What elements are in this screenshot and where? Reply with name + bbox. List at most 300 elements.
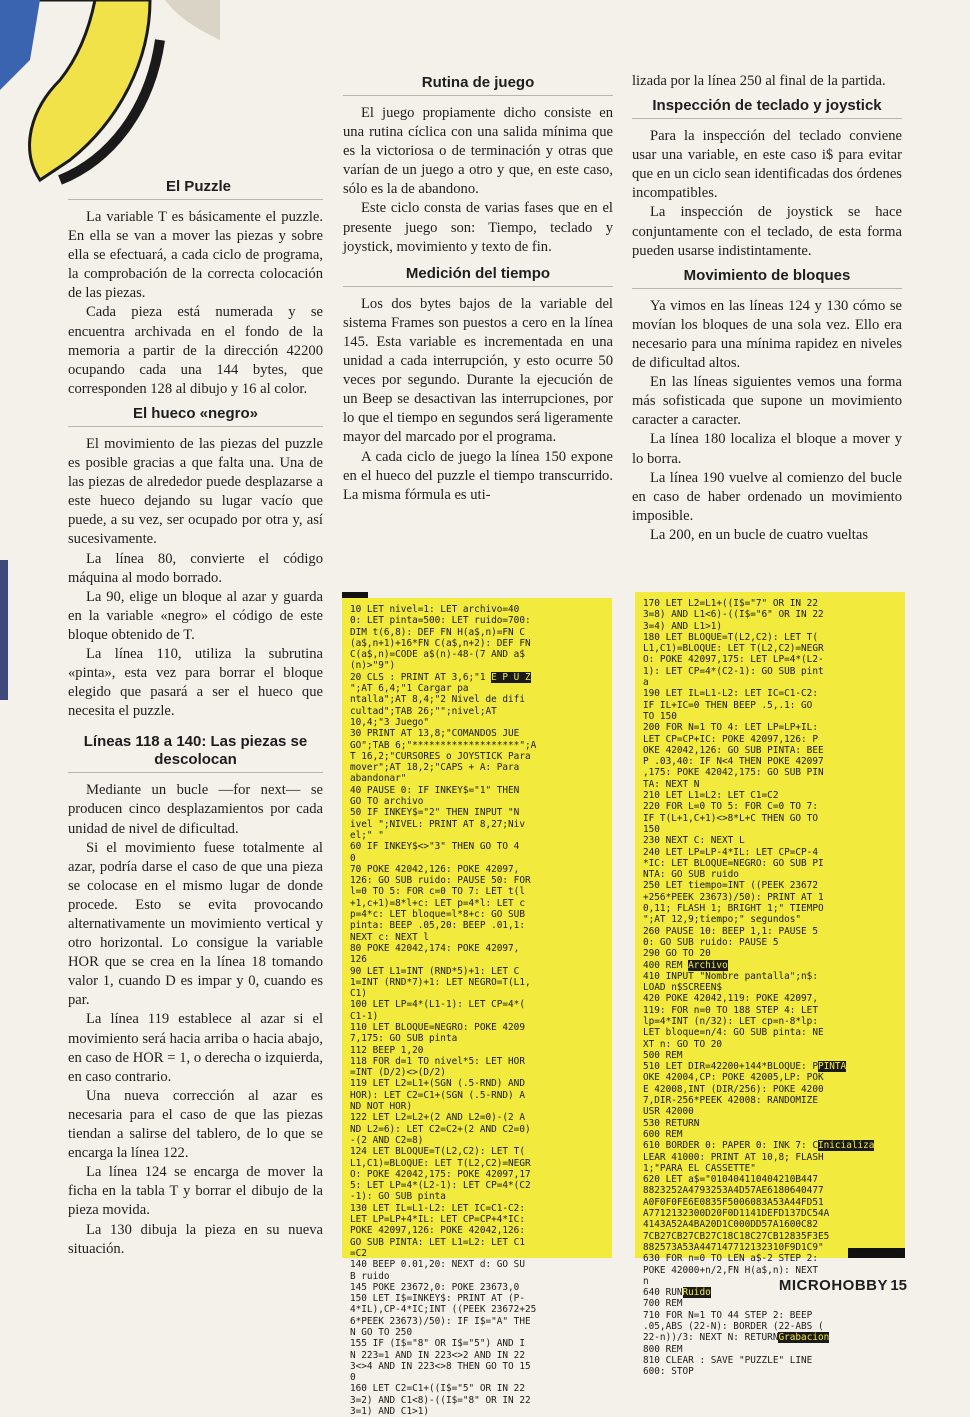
- code-line: [350, 1011, 604, 1022]
- heading-movimiento-de-bloques: Movimiento de bloques: [632, 267, 902, 289]
- code-line-text: 0: [350, 1372, 356, 1384]
- code-line-text: 22-n))/3: NEXT N: RETURN: [643, 1332, 779, 1344]
- code-line-text: 100 LET LP=4*(L1-1): LET CP=4*(: [350, 999, 525, 1011]
- code-line: [643, 1321, 897, 1332]
- code-line-text: 610 BORDER 0: PAPER 0: INK 7: C: [643, 1140, 818, 1152]
- paragraph: Los dos bytes bajos de la variable del sistema Frames son puestos a cero en la línea 145. Esta variable es incrementada en una unidad a cada interrupción, y esto ocurre 50 veces por segundo. Durante la ejecución de un Beep se desactivan las interrupciones, por lo que el tiempo en segundos será ligeramente mayor del marcado por el programa.: [343, 295, 613, 446]
- code-line: [643, 847, 897, 858]
- left-edge-strip: [0, 560, 8, 700]
- code-line-text: GO SUB PINTA: LET L1=L2: LET C1: [350, 1236, 525, 1248]
- inverse-video-label: E P U Z: [491, 671, 531, 683]
- code-line-text: 118 FOR d=1 TO nivel*5: LET HOR: [350, 1055, 525, 1067]
- code-line: [643, 1095, 897, 1106]
- code-line: [350, 728, 604, 739]
- code-line: [643, 711, 897, 722]
- code-line: [350, 660, 604, 671]
- code-line: [643, 1129, 897, 1140]
- code-line: [643, 677, 897, 688]
- code-line-text: pinta: BEEP .05,20: BEEP .01,1:: [350, 920, 525, 932]
- code-line: [350, 1271, 604, 1282]
- code-line-text: (a$,n+1)+16*FN C(a$,n+2): DEF FN: [350, 637, 531, 649]
- code-line: [350, 1372, 604, 1383]
- code-line: [350, 875, 604, 886]
- code-line: [643, 1366, 897, 1377]
- code-line: [350, 807, 604, 818]
- code-line-text: 126: [350, 954, 367, 966]
- code-line-text: T 16,2;"CURSORES o JOYSTICK Para: [350, 750, 531, 762]
- paragraph: lizada por la línea 250 al final de la partida.: [632, 73, 886, 89]
- code-line: [643, 1140, 897, 1151]
- code-line-text: HOR): LET C2=C1+(SGN (.5-RND) A: [350, 1089, 525, 1101]
- code-line: [350, 1259, 604, 1270]
- code-line: [643, 1061, 897, 1072]
- code-line: [643, 971, 897, 982]
- code-line-text: 170 LET L2=L1+((I$="7" OR IN 22: [643, 598, 818, 609]
- code-line-text: C1-1): [350, 1010, 379, 1022]
- heading-el-puzzle: El Puzzle: [68, 178, 323, 200]
- code-line-text: 220 FOR L=0 TO 5: FOR C=0 TO 7:: [643, 801, 818, 813]
- paragraph: La 130 dibuja la pieza en su nueva situación.: [68, 1221, 323, 1257]
- code-line-text: DIM t(6,8): DEF FN H(a$,n)=FN C: [350, 626, 525, 638]
- code-line: [350, 615, 604, 626]
- code-line: [350, 1135, 604, 1146]
- code-line-text: ";AT 12,9;tiempo;" segundos": [643, 914, 802, 926]
- code-line-text: 1=INT (RND*7)+1: LET NEGRO=T(L1,: [350, 976, 531, 988]
- code-line-text: 0: GO SUB ruido: PAUSE 5: [643, 936, 779, 948]
- code-line: [350, 988, 604, 999]
- code-line-text: L1,C1)=BLOQUE: LET T(L2,C2)=NEGR: [643, 643, 824, 655]
- code-line-text: 124 LET BLOQUE=T(L2,C2): LET T(: [350, 1146, 525, 1158]
- code-line: [350, 1203, 604, 1214]
- code-line-text: 155 IF (I$="8" OR I$="5") AND I: [350, 1338, 525, 1350]
- code-line-text: 210 LET L1=L2: LET C1=C2: [643, 790, 779, 802]
- code-listing-left: [342, 598, 612, 1417]
- code-line-text: +256*PEEK 23673)/50): PRINT AT 1: [643, 891, 824, 903]
- code-line: [643, 1072, 897, 1083]
- code-line: [350, 920, 604, 931]
- code-line-text: 90 LET L1=INT (RND*5)+1: LET C: [350, 965, 520, 977]
- code-line: [643, 1039, 897, 1050]
- code-line: [643, 937, 897, 948]
- code-line-text: 700 REM: [643, 1298, 689, 1310]
- code-line-text: 119: FOR n=0 TO 188 STEP 4: LET: [643, 1004, 818, 1016]
- code-line: [643, 1084, 897, 1095]
- code-line: [643, 1050, 897, 1061]
- code-line: [643, 598, 897, 609]
- code-line-text: 620 LET a$="010404110404210B447: [643, 1174, 818, 1186]
- code-line-text: 3=1) AND C1>1): [350, 1406, 430, 1417]
- code-line-text: B ruido: [350, 1270, 390, 1282]
- code-line-text: 6*PEEK 23673)/50): IF I$="A" THE: [350, 1315, 531, 1327]
- code-line-text: (n)>"9"): [350, 660, 396, 672]
- code-line: [350, 954, 604, 965]
- code-line-text: ntalla";AT 8,4;"2 Nivel de difi: [350, 694, 525, 706]
- code-line: [350, 627, 604, 638]
- code-line: [350, 830, 604, 841]
- code-line-text: NEXT c: NEXT l: [350, 931, 430, 943]
- code-line-text: 0: [350, 852, 356, 864]
- code-line-text: 80 POKE 42042,174: POKE 42097,: [350, 942, 520, 954]
- code-line-text: 119 LET L2=L1+(SGN (.5-RND) AND: [350, 1078, 525, 1090]
- code-line-text: 230 NEXT C: NEXT L: [643, 835, 745, 847]
- code-line-text: 290 GO TO 20: [643, 948, 711, 960]
- code-line: [643, 813, 897, 824]
- code-line: [643, 1219, 897, 1230]
- code-line: [350, 751, 604, 762]
- code-line: [643, 756, 897, 767]
- code-line: [643, 948, 897, 959]
- code-line-text: C(a$,n)=CODE a$(n)-48-(7 AND a$: [350, 649, 525, 661]
- code-line-text: LET CP=CP+IC: POKE 42097,126: P: [643, 733, 818, 745]
- code-line: [643, 779, 897, 790]
- code-line-text: 3<>4 AND IN 223<>8 THEN GO TO 15: [350, 1360, 531, 1372]
- code-line: [643, 1344, 897, 1355]
- code-line: [350, 1304, 604, 1315]
- code-line: [643, 1310, 897, 1321]
- code-line: [643, 621, 897, 632]
- column-3: [632, 72, 902, 545]
- code-line-text: 126: GO SUB ruido: PAUSE 50: FOR: [350, 875, 531, 887]
- code-line: [350, 909, 604, 920]
- code-line: [643, 903, 897, 914]
- code-line-text: N GO TO 250: [350, 1327, 413, 1338]
- code-line-text: 20 CLS : PRINT AT 3,6;"1: [350, 671, 492, 683]
- code-line-text: 600 REM: [643, 1128, 689, 1140]
- code-line: [350, 1169, 604, 1180]
- code-line-text: 0,11; FLASH 1; BRIGHT 1;" TIEMPO: [643, 903, 824, 915]
- heading-inspeccion-teclado: Inspección de teclado y joystick: [632, 97, 902, 119]
- code-line: [350, 1350, 604, 1361]
- code-line-text: 250 LET tiempo=INT ((PEEK 23672: [643, 880, 818, 892]
- code-line-text: 10 LET nivel=1: LET archivo=40: [350, 604, 520, 615]
- code-line-text: P .03,40: IF N<4 THEN POKE 42097: [643, 756, 824, 768]
- code-line: [350, 1158, 604, 1169]
- code-line: [350, 864, 604, 875]
- inverse-video-label: Inicializa: [817, 1140, 875, 1152]
- code-line: [350, 1090, 604, 1101]
- code-line: [350, 1361, 604, 1372]
- paragraph: En las líneas siguientes vemos una forma más sofisticada que supone un movimiento caracter a caracter.: [632, 374, 902, 429]
- code-line: [643, 1185, 897, 1196]
- code-line: [643, 666, 897, 677]
- code-line-text: GO";TAB 6;"*******************";A: [350, 739, 537, 751]
- code-line-text: 140 BEEP 0.01,20: NEXT d: GO SU: [350, 1259, 525, 1271]
- code-line-text: 7,175: GO SUB pinta: [350, 1033, 458, 1045]
- code-line-text: 70 POKE 42042,126: POKE 42097,: [350, 863, 520, 875]
- code-line-text: A7712132300D20F0D1141DEFD137DC54A: [643, 1208, 830, 1220]
- paragraph: La línea 180 localiza el bloque a mover y lo borra.: [632, 431, 902, 467]
- paragraph: Cada pieza está numerada y se encuentra archivada en el fondo de la memoria a partir de la dirección 42200 ocupando cada una 144 bytes, que corresponden 128 al dibujo y 16 al color.: [68, 304, 323, 397]
- code-line: [643, 767, 897, 778]
- code-line: [350, 1214, 604, 1225]
- code-line: [350, 785, 604, 796]
- code-line-text: *IC: LET BLOQUE=NEGRO: GO SUB PI: [643, 857, 824, 869]
- code-line: [350, 694, 604, 705]
- code-line-text: abandonar": [350, 773, 407, 785]
- code-line-text: GO TO archivo: [350, 796, 424, 808]
- paragraph: La línea 80, convierte el código máquina al modo borrado.: [68, 550, 323, 586]
- code-line: [643, 993, 897, 1004]
- code-line: [643, 1197, 897, 1208]
- code-line-text: LET LP=LP+4*IL: LET CP=CP+4*IC:: [350, 1214, 525, 1226]
- code-line-text: NTA: GO SUB ruido: [643, 869, 739, 881]
- code-line-text: C1): [350, 988, 367, 1000]
- code-line: [643, 1355, 897, 1366]
- code-line-text: 4*IL),CP-4*IC;INT ((PEEK 23672+25: [350, 1304, 537, 1316]
- code-line-text: 8823252A4793253A4D57AE6180640477: [643, 1185, 824, 1197]
- paragraph: Mediante un bucle —for next— se producen cinco desplazamientos por cada unidad de nivel de dificultad.: [68, 782, 323, 837]
- code-line-text: 1): LET CP=4*(C2-1): GO SUB pint: [643, 665, 824, 677]
- code-line: [643, 1118, 897, 1129]
- code-line: [350, 1191, 604, 1202]
- code-line: [643, 1016, 897, 1027]
- code-line: [350, 762, 604, 773]
- code-line-text: 800 REM: [643, 1343, 689, 1355]
- code-line-text: .05,ABS (22-N): BORDER (22-ABS (: [643, 1321, 824, 1332]
- code-line-text: 810 CLEAR : SAVE "PUZZLE" LINE: [643, 1354, 813, 1366]
- code-line: [350, 1101, 604, 1112]
- paragraph: La línea 190 vuelve al comienzo del bucle en caso de haber ordenado un movimiento imposible.: [632, 469, 902, 524]
- code-line-text: 530 RETURN: [643, 1117, 700, 1129]
- paragraph: La línea 119 establece al azar si el movimiento será hacia arriba o hacia abajo, en caso de HOR = 1, o derecha o izquierda, en caso contrario.: [68, 1011, 323, 1085]
- code-line: [350, 740, 604, 751]
- paragraph: La línea 124 se encarga de mover la ficha en la tabla T y borrar el dibujo de la pieza movida.: [68, 1164, 323, 1219]
- paragraph: El juego propiamente dicho consiste en una rutina cíclica con una salida mínima que es la victoriosa o de terminación y otras que varían de un juego a otro y que, en este caso, sólo es la de abandono.: [343, 105, 613, 198]
- code-line-text: 190 LET IL=L1-L2: LET IC=C1-C2:: [643, 688, 818, 700]
- code-line-text: 260 PAUSE 10: BEEP 1,1: PAUSE 5: [643, 925, 818, 937]
- code-line-text: mover";AT 18,2;"CAPS + A: Para: [350, 762, 520, 774]
- code-line-text: ND L2=6): LET C2=C2+(2 AND C2=0): [350, 1123, 531, 1135]
- code-line: [643, 632, 897, 643]
- code-line: [643, 688, 897, 699]
- code-line: [350, 1282, 604, 1293]
- paragraph: Este ciclo consta de varias fases que en el presente juego son: Tiempo, teclado y joystick, movimiento y texto de fin.: [343, 200, 613, 255]
- paragraph: La línea 110, utiliza la subrutina «pinta», esta vez para borrar el bloque elegido que pasará a ser el hueco que necesita el puzzle.: [68, 645, 323, 720]
- inverse-video-label: Ruido: [682, 1287, 711, 1299]
- code-line-text: 60 IF INKEY$<>"3" THEN GO TO 4: [350, 841, 520, 853]
- page-number: 15: [890, 1277, 907, 1294]
- code-line-text: ivel ";NIVEL: PRINT AT 8,27;Niv: [350, 818, 525, 830]
- code-line-text: 240 LET LP=LP-4*IL: LET CP=CP-4: [643, 846, 818, 858]
- code-line-text: 420 POKE 42042,119: POKE 42097,: [643, 993, 818, 1005]
- code-line: [350, 1067, 604, 1078]
- code-line-text: 112 BEEP 1,20: [350, 1044, 424, 1056]
- code-line: [643, 654, 897, 665]
- code-line-text: -(2 AND C2=8): [350, 1134, 424, 1146]
- code-line: [350, 1056, 604, 1067]
- code-line: [350, 1406, 604, 1417]
- code-line: [350, 683, 604, 694]
- code-line-text: ,175: POKE 42042,175: GO SUB PIN: [643, 767, 824, 779]
- code-line: [643, 960, 897, 971]
- column-2: [343, 68, 613, 505]
- code-line-text: 7CB27CB27CB27C18C18C27CB12835F3E5: [643, 1230, 830, 1242]
- code-line-text: n: [643, 1275, 649, 1287]
- code-line-text: l=0 TO 5: FOR c=0 TO 7: LET t(l: [350, 886, 525, 898]
- code-line-text: 710 FOR N=1 TO 44 STEP 2: BEEP: [643, 1309, 813, 1321]
- heading-medicion-del-tiempo: Medición del tiempo: [343, 265, 613, 287]
- code-line: [643, 914, 897, 925]
- code-line: [350, 841, 604, 852]
- paragraph: Para la inspección del teclado conviene usar una variable, en este caso i$ para evitar que en un ciclo sean identificadas dos órdenes incompatibles.: [632, 128, 902, 202]
- code-line: [350, 932, 604, 943]
- code-line-text: -1): GO SUB pinta: [350, 1191, 446, 1203]
- code-line: [350, 1316, 604, 1327]
- code-line-text: L1,C1)=BLOQUE: LET T(L2,C2)=NEGR: [350, 1157, 531, 1169]
- code-line-text: 160 LET C2=C1+((I$="5" OR IN 22: [350, 1383, 525, 1395]
- code-line: [643, 982, 897, 993]
- code-line-text: 110 LET BLOQUE=NEGRO: POKE 4209: [350, 1021, 525, 1033]
- code-line: [643, 835, 897, 846]
- code-line: [350, 1225, 604, 1236]
- code-line: [350, 1248, 604, 1259]
- code-line: [350, 977, 604, 988]
- paragraph: Ya vimos en las líneas 124 y 130 cómo se movían los bloques de una sola vez. Ello era necesario para una mínima rapidez en niveles de dificultad altos.: [632, 297, 902, 372]
- code-line: [350, 717, 604, 728]
- code-line-text: ND NOT HOR): [350, 1101, 413, 1113]
- code-line: [643, 1332, 897, 1343]
- code-line-text: 30 PRINT AT 13,8;"COMANDOS JUE: [350, 728, 520, 740]
- code-line-text: 410 INPUT "Nombre pantalla";n$:: [643, 970, 818, 982]
- code-line: [643, 858, 897, 869]
- code-line-text: POKE 42000+n/2,FN H(a$,n): NEXT: [643, 1264, 818, 1276]
- code-line-text: TA: NEXT N: [643, 778, 700, 790]
- code-line: [350, 1327, 604, 1338]
- code-line: [643, 1298, 897, 1309]
- code-line-text: 3=4) AND L1>1): [643, 620, 723, 632]
- column-1: [68, 172, 323, 1259]
- code-line-text: 150: [643, 823, 660, 835]
- code-line: [350, 943, 604, 954]
- code-line: [643, 880, 897, 891]
- code-line-text: 130 LET IL=L1-L2: LET IC=C1-C2:: [350, 1202, 525, 1214]
- code-line-text: A0F0F0FE6E0835F5006083A53A44FD51: [643, 1196, 824, 1208]
- code-line-text: POKE 42097,126: POKE 42042,126:: [350, 1225, 525, 1237]
- code-line-text: p=4*c: LET bloque=l*8+c: GO SUB: [350, 909, 525, 921]
- code-line-text: 630 FOR n=0 TO LEN a$-2 STEP 2:: [643, 1253, 818, 1265]
- paragraph: El movimiento de las piezas del puzzle es posible gracias a que falta una. Una de las piezas de alrededor puede desplazarse a este hueco dejando su lugar vacío que puede, a su vez, ser ocupado por otra y, así sucesivamente.: [68, 435, 323, 548]
- code-line-text: LOAD n$SCREEN$: [643, 982, 723, 994]
- code-line: [350, 649, 604, 660]
- code-line-text: =INT (D/2)<>(D/2): [350, 1067, 446, 1079]
- code-line-text: 510 LET DIR=42200+144*BLOQUE: P: [643, 1061, 818, 1073]
- code-line: [643, 869, 897, 880]
- code-line: [643, 722, 897, 733]
- code-line-text: 1;"PARA EL CASSETTE": [643, 1162, 756, 1174]
- paragraph: La 200, en un bucle de cuatro vueltas: [650, 526, 869, 543]
- code-line: [643, 700, 897, 711]
- code-line-text: +1,c+1)=8*l+c: LET p=4*l: LET c: [350, 897, 525, 909]
- code-line-text: 3=2) AND C1<8)-((I$="8" OR IN 22: [350, 1394, 531, 1406]
- code-line: [350, 638, 604, 649]
- code-line-text: 200 FOR N=1 TO 4: LET LP=LP+IL:: [643, 722, 818, 734]
- code-line: [643, 1163, 897, 1174]
- heading-rutina-de-juego: Rutina de juego: [343, 74, 613, 96]
- code-line: [643, 609, 897, 620]
- code-line: [350, 966, 604, 977]
- code-line-text: 400 REM: [643, 959, 689, 971]
- code-line-text: 180 LET BLOQUE=T(L2,C2): LET T(: [643, 631, 818, 643]
- code-line-text: cultad";TAB 26;"";nivel;AT: [350, 705, 497, 717]
- code-line-text: 5: LET LP=4*(L2-1): LET CP=4*(C2: [350, 1180, 531, 1192]
- paragraph: Una nueva corrección al azar es necesaria para el caso de que las piezas tiendan a salirse del tablero, de lo que se encarga la línea 122.: [68, 1087, 323, 1162]
- code-line-text: el;" ": [350, 829, 384, 841]
- code-line: [350, 819, 604, 830]
- code-line: [350, 1338, 604, 1349]
- code-line: [643, 1027, 897, 1038]
- code-line-text: 145 POKE 23672,0: POKE 23673,0: [350, 1281, 520, 1293]
- code-line: [350, 1180, 604, 1191]
- code-line: [350, 999, 604, 1010]
- code-line-text: 150 LET I$=INKEY$: PRINT AT (P-: [350, 1293, 525, 1305]
- code-line: [350, 773, 604, 784]
- magazine-brand: MICROHOBBY: [778, 1277, 888, 1294]
- code-line-text: O: POKE 42097,175: LET LP=4*(L2-: [643, 654, 824, 666]
- code-line-text: XT n: GO TO 20: [643, 1038, 723, 1050]
- code-line: [643, 824, 897, 835]
- code-line: [643, 1265, 897, 1276]
- code-line: [643, 801, 897, 812]
- code-line: [643, 926, 897, 937]
- code-line: [643, 745, 897, 756]
- code-line: [643, 1106, 897, 1117]
- code-line-text: 0: LET pinta=500: LET ruido=700:: [350, 615, 531, 627]
- code-line: [643, 1208, 897, 1219]
- code-line-text: LET bloque=n/4: GO SUB pinta: NE: [643, 1027, 824, 1039]
- code-line: [643, 790, 897, 801]
- code-line-text: TO 150: [643, 710, 677, 722]
- code-line-text: ";AT 6,4;"1 Cargar pa: [350, 683, 469, 695]
- code-line-text: lp=4*INT (n/32): LET cp=n-8*lp:: [643, 1015, 818, 1027]
- paragraph: La 90, elige un bloque al azar y guarda en la variable «negro» el código de este bloque obtenido de T.: [68, 588, 323, 643]
- code-line-text: 10,4;"3 Juego": [350, 716, 430, 728]
- code-line: [643, 1231, 897, 1242]
- heading-el-hueco-negro: El hueco «negro»: [68, 405, 323, 427]
- code-line: [350, 1033, 604, 1044]
- inverse-video-label: Grabacion: [778, 1332, 830, 1344]
- code-line: [350, 672, 604, 683]
- code-line: [350, 1395, 604, 1406]
- code-line-text: 3=8) AND L1<6)-((I$="6" OR IN 22: [643, 609, 824, 621]
- code-line-text: IF IL+IC=0 THEN BEEP .5,.1: GO: [643, 699, 813, 711]
- code-line: [350, 1383, 604, 1394]
- heading-lineas-118-140: Líneas 118 a 140: Las piezas se descolocan: [68, 733, 323, 773]
- code-line-text: USR 42000: [643, 1106, 694, 1118]
- code-line-text: =C2: [350, 1247, 367, 1259]
- code-line: [350, 1112, 604, 1123]
- paragraph: La variable T es básicamente el puzzle. En ella se van a mover las piezas y sobre ella se efectuará, a cada ciclo de programa, la comprobación de la correcta colocación de las piezas.: [68, 209, 323, 302]
- code-line: [643, 643, 897, 654]
- code-line-text: OKE 42004,CP: POKE 42005,LP: POK: [643, 1072, 824, 1084]
- code-line: [350, 898, 604, 909]
- code-line: [643, 1174, 897, 1185]
- code-line: [350, 706, 604, 717]
- code-line: [643, 734, 897, 745]
- code-line: [350, 604, 604, 615]
- code-line: [350, 1146, 604, 1157]
- code-line: [350, 853, 604, 864]
- code-line: [350, 886, 604, 897]
- code-line-text: E 42008,INT (DIR/256): POKE 4200: [643, 1083, 824, 1095]
- code-line: [350, 1237, 604, 1248]
- code-line: [643, 892, 897, 903]
- code-line-text: 4143A52A4BA20D1C000DD57A1600C82: [643, 1219, 818, 1231]
- code-line-text: LEAR 41000: PRINT AT 10,8; FLASH: [643, 1151, 824, 1163]
- inverse-video-label: PINTA: [817, 1061, 847, 1073]
- code-line-text: 882573A53A447147712132310F9D1C9": [643, 1241, 824, 1253]
- code-line-text: IF T(L+1,C+1)<>8*L+C THEN GO TO: [643, 812, 818, 824]
- inverse-video-label: Archivo: [688, 959, 728, 971]
